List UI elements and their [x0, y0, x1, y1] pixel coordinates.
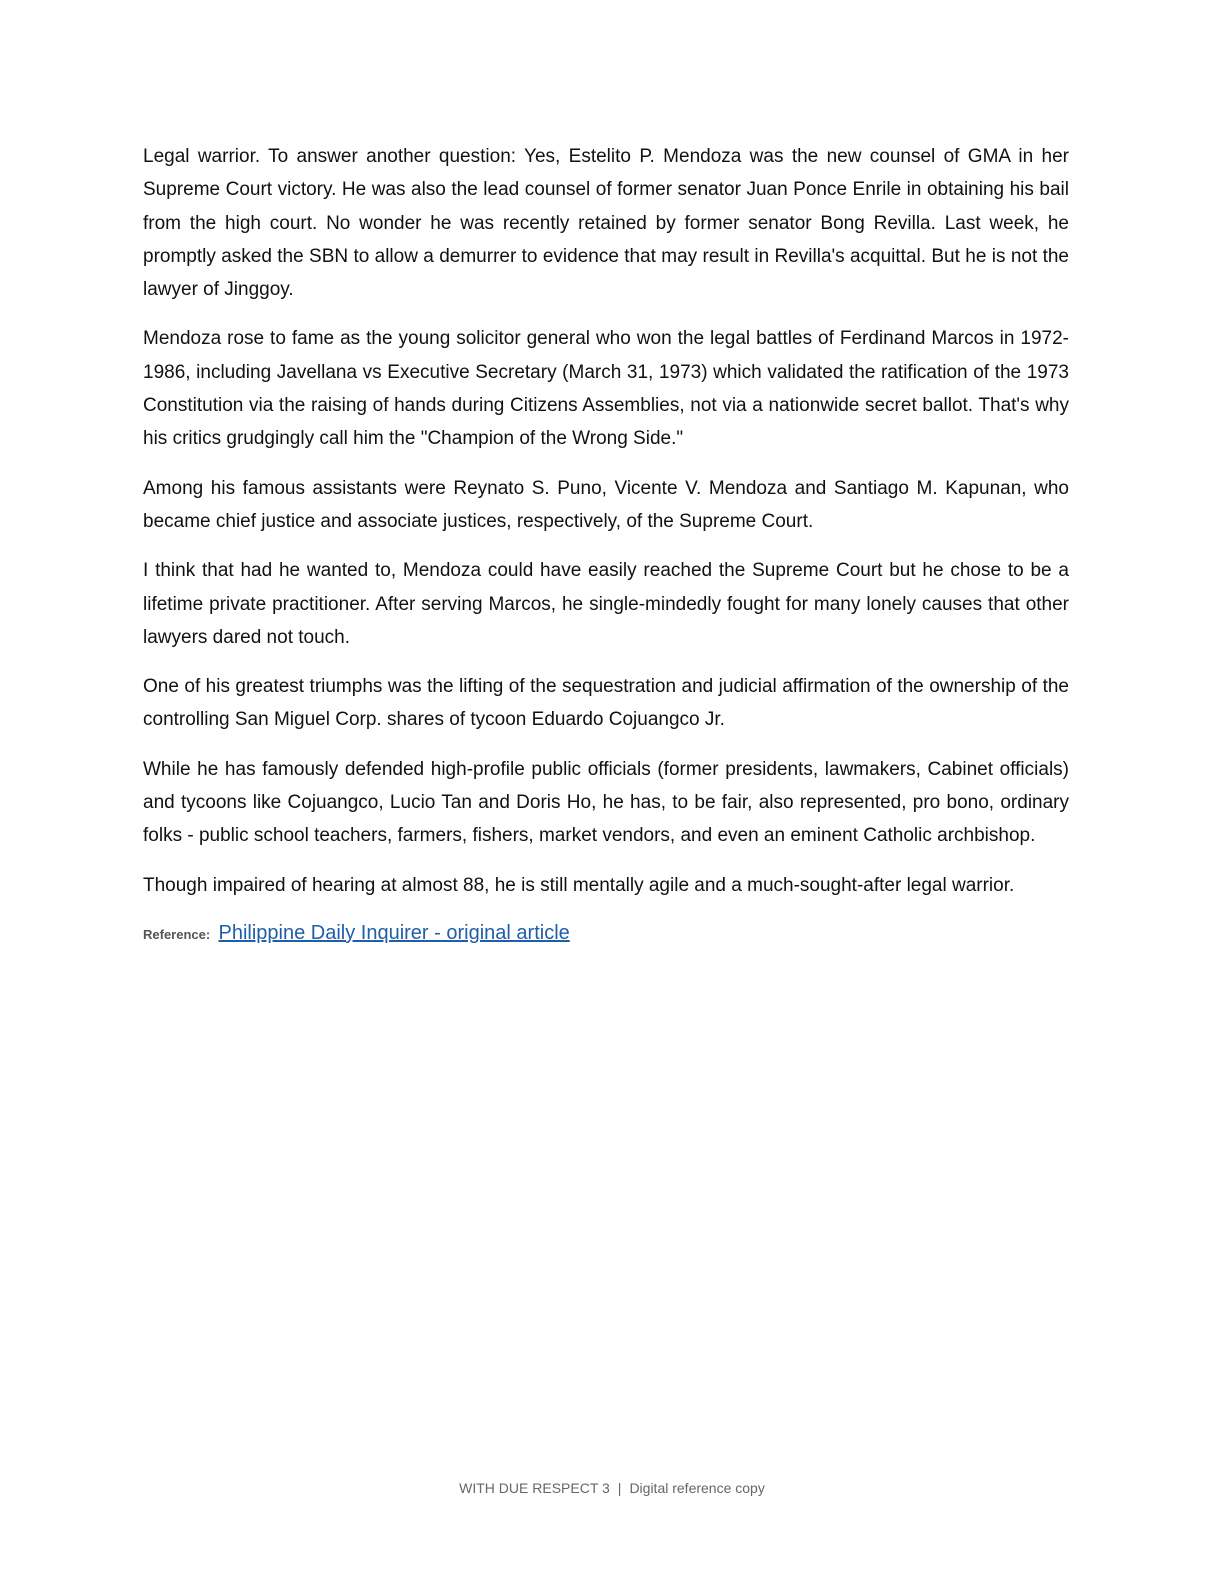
- footer-note: Digital reference copy: [629, 1480, 765, 1496]
- reference-line: [143, 918, 1069, 950]
- paragraph-5: One of his greatest triumphs was the lifting of the sequestration and judicial affirmation of the ownership of the controlling San Miguel Corp. shares of tycoon Eduardo Cojuangco Jr.: [143, 676, 1069, 731]
- paragraph-4: I think that had he wanted to, Mendoza could have easily reached the Supreme Court but he chose to be a lifetime private practitioner. After serving Marcos, he single-mindedly fought for many lonely causes that other lawyers dared not touch.: [143, 560, 1069, 648]
- paragraph-6: While he has famously defended high-profile public officials (former presidents, lawmakers, Cabinet officials) and tycoons like Cojuangco, Lucio Tan and Doris Ho, he has, to be fair, also represented, pro bono, ordinary folks - public school teachers, farmers, fishers, market vendors, and even an eminent Catholic archbishop.: [143, 758, 1069, 847]
- paragraph-7: Though impaired of hearing at almost 88, he is still mentally agile and a much-sought-after legal warrior.: [143, 874, 1015, 896]
- footer-separator: |: [617, 1480, 622, 1496]
- reference-label: Reference:: [143, 926, 211, 942]
- paragraph-2: Mendoza rose to fame as the young solicitor general who won the legal battles of Ferdinand Marcos in 1972-1986, including Javellana vs Executive Secretary (March 31, 1973) which validated the ratification of the 1973 Constitution via the raising of hands during Citizens Assemblies, not via a nationwide secret ballot. That's why his critics grudgingly call him the "Champion of the Wrong Side.": [143, 328, 1069, 450]
- footer-title: WITH DUE RESPECT 3: [459, 1480, 610, 1496]
- article-body: [143, 140, 1069, 950]
- paragraph-1: Legal warrior. To answer another question: Yes, Estelito P. Mendoza was the new counsel of GMA in her Supreme Court victory. He was also the lead counsel of former senator Juan Ponce Enrile in obtaining his bail from the high court. No wonder he was recently retained by former senator Bong Revilla. Last week, he promptly asked the SBN to allow a demurrer to evidence that may result in Revilla's acquittal. But he is not the lawyer of Jinggoy.: [143, 146, 1069, 301]
- paragraph-3: Among his famous assistants were Reynato S. Puno, Vicente V. Mendoza and Santiago M. Kapunan, who became chief justice and associate justices, respectively, of the Supreme Court.: [143, 477, 1069, 532]
- reference-link[interactable]: Philippine Daily Inquirer - original article: [218, 921, 570, 944]
- page-footer: [0, 1478, 1224, 1498]
